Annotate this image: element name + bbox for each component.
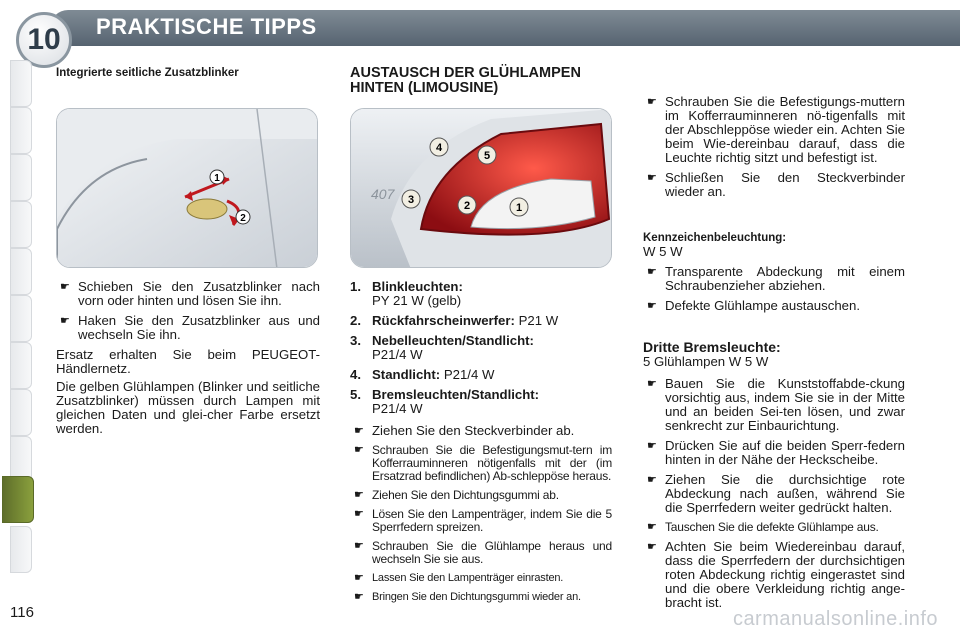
list-item: 4. Standlicht: P21/4 W <box>350 367 495 382</box>
callout-label: 4 <box>435 142 443 154</box>
chapter-tab[interactable] <box>10 154 32 201</box>
list-item: 3. Nebelleuchten/Standlicht: P21/4 W <box>350 333 534 362</box>
list-item: ☛ Defekte Glühlampe austauschen. <box>647 298 860 313</box>
hand-pointer-icon: ☛ <box>60 315 70 327</box>
hand-pointer-icon: ☛ <box>647 521 657 533</box>
bullet-list <box>643 95 905 199</box>
list-item: ☛ Bauen Sie die Kunststoffabde-ckung vorsichtig aus, indem Sie sie in der Mitte und an beiden Sei-ten lösen, und zwar senkrecht zur Einbaurichtung. <box>647 376 905 433</box>
list-item: ☛ Drücken Sie auf die beiden Sperr-federn hinten in der Nähe der Heckscheibe. <box>647 438 905 467</box>
hand-pointer-icon: ☛ <box>354 572 364 584</box>
callout-label: 2 <box>240 213 246 224</box>
chapter-tab-active[interactable] <box>2 476 34 523</box>
column-side-repeater <box>56 66 320 440</box>
bulb-spec-list <box>350 280 612 416</box>
list-item: ☛ Schrauben Sie die Befestigungs-muttern im Kofferrauminneren nö-tigenfalls mit der Abschleppöse wieder ein. Achten Sie beim Wie-dereinbau darauf, dass die Leuchte richtig sitzt und befestigt ist. <box>647 94 905 165</box>
hand-pointer-icon: ☛ <box>354 591 364 603</box>
list-item: ☛ Achten Sie beim Wiedereinbau darauf, dass die Sperrfedern der durchsichtigen roten Abdeckung richtig eingerastet sind und die obere Verkleidung richtig ange-bracht ist. <box>647 539 905 610</box>
list-item: ☛ Schrauben Sie die Befestigungsmut-tern im Kofferrauminneren nötigenfalls mit der (im Ersatzrad befindlichen) Ab-schleppöse heraus. <box>354 443 612 483</box>
hand-pointer-icon: ☛ <box>354 489 364 501</box>
hand-pointer-icon: ☛ <box>60 281 70 293</box>
photo-side-repeater <box>56 108 318 268</box>
list-item: 2. Rückfahrscheinwerfer: P21 W <box>350 313 559 328</box>
chapter-tab[interactable] <box>10 342 32 389</box>
list-item: ☛ Lösen Sie den Lampenträger, indem Sie die 5 Sperrfedern spreizen. <box>354 507 612 534</box>
section-heading-side-repeater: Integrierte seitliche Zusatzblinker <box>56 67 239 79</box>
chapter-tab[interactable] <box>10 248 32 295</box>
hand-pointer-icon: ☛ <box>647 96 657 108</box>
bullet-list <box>643 265 905 313</box>
chapter-tab[interactable] <box>10 295 32 342</box>
callout-label: 5 <box>483 150 491 162</box>
hand-pointer-icon: ☛ <box>354 508 364 520</box>
list-item: ☛ Ziehen Sie den Dichtungsgummi ab. <box>354 488 559 502</box>
side-repeater-illustration <box>57 109 318 268</box>
section-heading-rear-lamps: AUSTAUSCH DER GLÜHLAMPEN HINTEN (LIMOUSINE) <box>350 65 581 96</box>
model-badge: 407 <box>371 186 395 202</box>
list-item: ☛ Schrauben Sie die Glühlampe heraus und wechseln Sie sie aus. <box>354 539 612 566</box>
list-item: ☛ Bringen Sie den Dichtungsgummi wieder an. <box>354 591 581 603</box>
chapter-tab[interactable] <box>10 60 32 107</box>
section-heading-third-brake-light: Dritte Bremsleuchte: <box>643 339 781 355</box>
list-item: ☛ Lassen Sie den Lampenträger einrasten. <box>354 572 564 584</box>
list-item: ☛ Haken Sie den Zusatzblinker aus und wechseln Sie ihn. <box>60 313 320 342</box>
bullet-list <box>350 424 612 604</box>
list-item: ☛ Ziehen Sie die durchsichtige rote Abdeckung nach außen, während Sie die Sperrfedern weiter gedrückt halten. <box>647 472 905 515</box>
hand-pointer-icon: ☛ <box>647 266 657 278</box>
callout-label: 2 <box>463 200 471 212</box>
hand-pointer-icon: ☛ <box>647 172 657 184</box>
chapter-number: 10 <box>27 23 61 56</box>
list-item: ☛ Transparente Abdeckung mit einem Schraubenzieher abziehen. <box>647 264 905 293</box>
list-item: ☛ Schließen Sie den Steckverbinder wieder an. <box>647 170 905 199</box>
section-heading-plate-light: Kennzeichenbeleuchtung: <box>643 232 787 244</box>
chapter-tabs <box>0 60 34 580</box>
bullet-list <box>56 280 320 342</box>
paragraph: Die gelben Glühlampen (Blinker und seitliche Zusatzblinker) müssen durch Lampen mit gleichen Daten und glei-cher Farbe ersetzt werden. <box>56 379 320 436</box>
list-item: 5. Bremsleuchten/Standlicht: P21/4 W <box>350 387 540 416</box>
paragraph: Ersatz erhalten Sie beim PEUGEOT-Händlernetz. <box>56 347 320 376</box>
list-item: ☛ Ziehen Sie den Steckverbinder ab. <box>354 423 575 438</box>
hand-pointer-icon: ☛ <box>647 541 657 553</box>
chapter-tab[interactable] <box>10 389 32 436</box>
callout-label: 1 <box>515 202 523 214</box>
list-item: ☛ Tauschen Sie die defekte Glühlampe aus. <box>647 520 879 534</box>
plate-light-spec: W 5 W <box>643 244 683 259</box>
chapter-tab[interactable] <box>10 107 32 154</box>
bullet-list <box>643 377 905 610</box>
rear-lamp-illustration <box>351 109 612 268</box>
page-title: PRAKTISCHE TIPPS <box>96 14 317 39</box>
chapter-tab[interactable] <box>10 526 32 573</box>
hand-pointer-icon: ☛ <box>647 300 657 312</box>
callout-label: 3 <box>407 194 415 206</box>
list-item: ☛ Schieben Sie den Zusatzblinker nach vorn oder hinten und lösen Sie ihn. <box>60 279 320 308</box>
watermark: carmanualsonline.info <box>732 608 938 630</box>
chapter-tab[interactable] <box>10 201 32 248</box>
hand-pointer-icon: ☛ <box>647 474 657 486</box>
hand-pointer-icon: ☛ <box>354 444 364 456</box>
callout-label: 1 <box>214 173 220 184</box>
hand-pointer-icon: ☛ <box>354 425 364 437</box>
hand-pointer-icon: ☛ <box>647 440 657 452</box>
list-item: 1. Blinkleuchten: PY 21 W (gelb) <box>350 279 463 308</box>
third-brake-light-spec: 5 Glühlampen W 5 W <box>643 354 769 369</box>
page-number: 116 <box>10 604 34 621</box>
photo-rear-lamp <box>350 108 612 268</box>
column-rear-lamps <box>350 66 612 610</box>
column-continued <box>643 95 905 616</box>
hand-pointer-icon: ☛ <box>647 378 657 390</box>
hand-pointer-icon: ☛ <box>354 540 364 552</box>
